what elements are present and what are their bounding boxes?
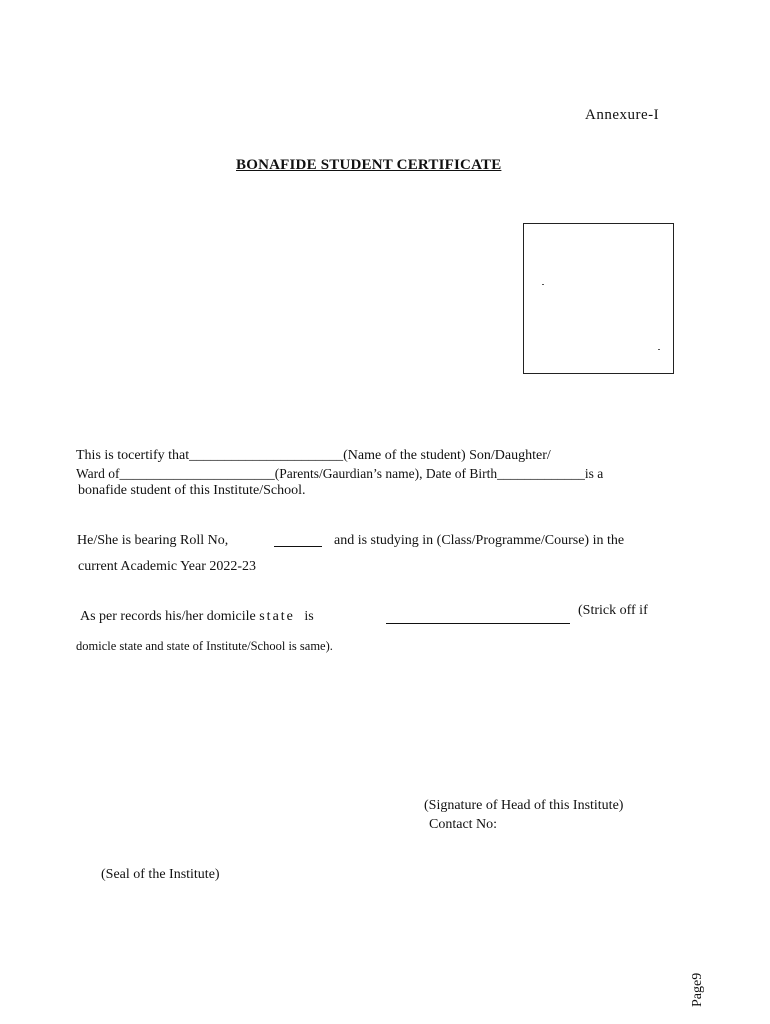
signature-label: (Signature of Head of this Institute) [424,798,624,813]
domicile-state-word: state [259,609,295,624]
certificate-line-2: Ward of_______________________(Parents/Gaurdian’s name), Date of Birth_____________is a [76,466,604,481]
domicile-note: (Strick off if [578,603,648,618]
domicile-state-field [386,611,570,629]
roll-line-suffix: and is studying in (Class/Programme/Course) in the [334,533,625,548]
roll-number-field [274,534,322,552]
domicile-prefix: As per records his/her domicile [80,609,256,624]
academic-year-line: current Academic Year 2022-23 [78,559,257,574]
contact-label: Contact No: [429,817,498,832]
photo-mark [542,284,544,285]
certificate-line-3: bonafide student of this Institute/School. [78,483,306,498]
seal-label: (Seal of the Institute) [101,867,220,882]
annexure-label: Annexure-I [585,107,660,123]
photo-mark [658,349,660,350]
page-number: Page9 [690,972,705,1007]
domicile-is: is [304,609,314,624]
certificate-title: BONAFIDE STUDENT CERTIFICATE [236,157,502,173]
photo-box [523,223,674,374]
domicile-line-2: domicle state and state of Institute/School is same). [76,639,333,653]
certificate-line-1: This is tocertify that______________________(Name of the student) Son/Daughter/ [76,448,551,463]
roll-line-prefix: He/She is bearing Roll No, [77,533,229,548]
domicile-line [80,609,314,625]
